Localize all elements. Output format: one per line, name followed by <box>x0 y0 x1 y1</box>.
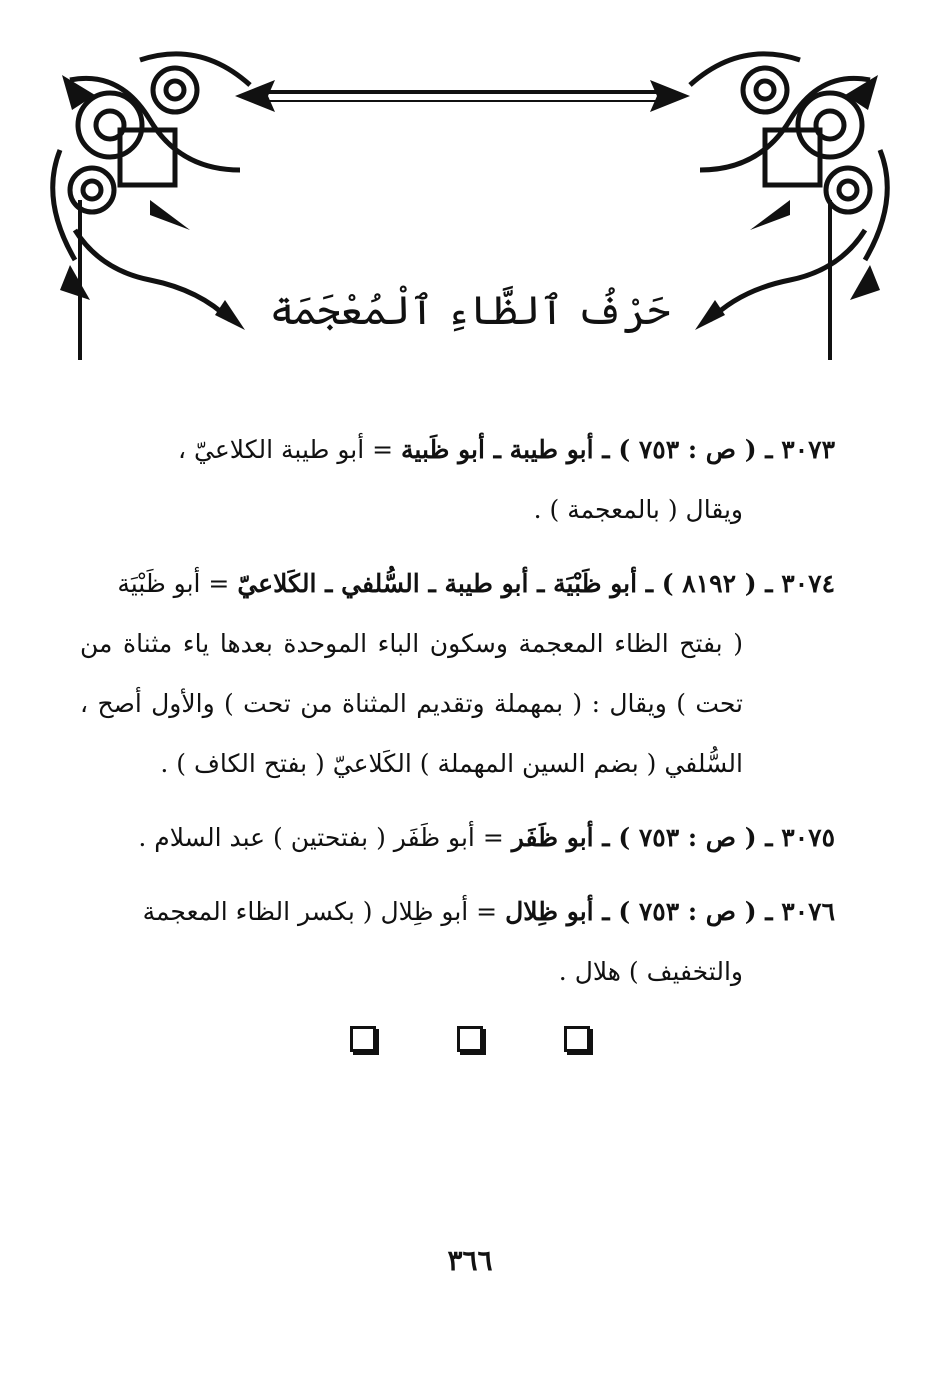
entry-3074 <box>80 554 835 794</box>
page-number: ٣٦٦ <box>447 1244 493 1277</box>
box-mark-icon <box>457 1026 483 1052</box>
entry-lead: ٣٠٧٤ ـ ( ٨١٩٢ ) ـ أبو ظَبْيَة ـ أبو طيبة ـ السُّلفي ـ الكَلاعيّ <box>237 569 835 598</box>
box-mark-icon <box>564 1026 590 1052</box>
entry-3075 <box>80 808 835 868</box>
entry-lead: ٣٠٧٦ ـ ( ص : ٧٥٣ ) ـ أبو ظِلال <box>505 897 835 926</box>
entry-3073 <box>80 420 835 540</box>
entry-continuation: ( بفتح الظاء المعجمة وسكون الباء الموحدة بعدها ياء مثناة من تحت ) ويقال : ( بمهملة وتقديم المثناة من تحت ) والأول أصح ، السُّلفي ( بضم السين المهملة ) الكَلاعيّ ( بفتح الكاف ) . <box>80 629 743 778</box>
entry-rest: = أبو ظَبْيَة <box>117 569 230 598</box>
ornamental-frame <box>0 0 940 420</box>
entry-lead: ٣٠٧٣ ـ ( ص : ٧٥٣ ) ـ أبو طيبة ـ أبو ظَبية <box>401 435 835 464</box>
ending-marks <box>0 1026 940 1056</box>
entries-list <box>80 420 835 1016</box>
entry-lead: ٣٠٧٥ ـ ( ص : ٧٥٣ ) ـ أبو ظَفَر <box>511 823 835 852</box>
chapter-title: حَرْفُ ٱلظَّاءِ ٱلْمُعْجَمَة <box>269 288 671 334</box>
entry-rest: = أبو ظَفَر ( بفتحتين ) عبد السلام . <box>138 823 504 852</box>
box-mark-icon <box>350 1026 376 1052</box>
entry-continuation: والتخفيف ) هلال . <box>558 957 743 986</box>
entry-continuation: ويقال ( بالمعجمة ) . <box>533 495 743 524</box>
entry-3076 <box>80 882 835 1002</box>
entry-rest: = أبو ظِلال ( بكسر الظاء المعجمة <box>142 897 498 926</box>
entry-rest: = أبو طيبة الكلاعيّ ، <box>178 435 394 464</box>
